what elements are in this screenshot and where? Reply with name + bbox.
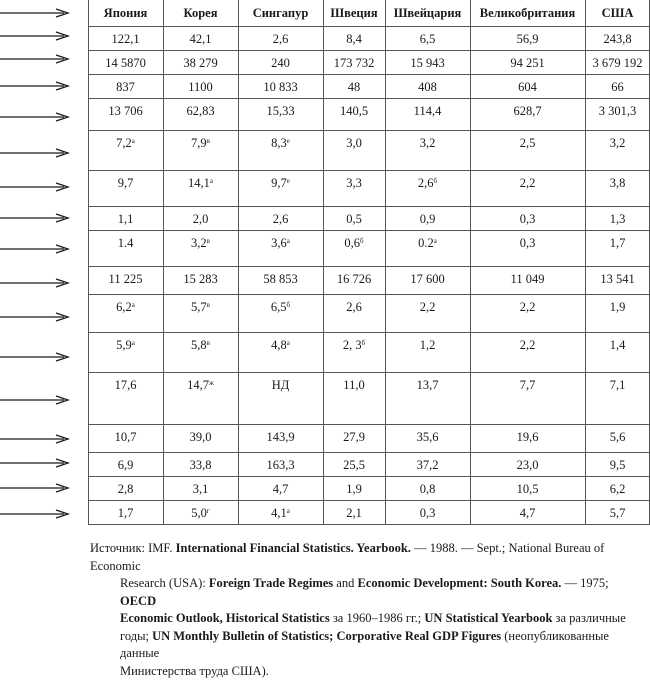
table-row — [88, 452, 650, 476]
table-cell: 2, $3^б$ — [323, 332, 385, 352]
table-cell: 240 — [238, 50, 323, 70]
table-cell: $8,3^е$ — [238, 130, 323, 150]
source-line-5 — [90, 663, 645, 680]
table-row — [88, 266, 650, 294]
table-header-row — [88, 0, 650, 26]
arrow-right-icon — [0, 279, 68, 287]
row-divider — [88, 476, 650, 477]
table-cell: $0,6^б$ — [323, 230, 385, 250]
table-cell: 122,1 — [88, 26, 163, 46]
footnote-marker: б — [434, 177, 438, 185]
table-cell: 1,2 — [385, 332, 470, 352]
table-cell: 0,5 — [323, 206, 385, 226]
row-divider — [88, 372, 650, 373]
table-cell: НД — [238, 372, 323, 392]
table-cell: 58 853 — [238, 266, 323, 286]
table-cell: 1.4 — [88, 230, 163, 250]
table-cell: 3,2 — [585, 130, 650, 150]
table-cell: $5,9^а$ — [88, 332, 163, 352]
footnote-marker: а — [287, 507, 290, 515]
column-divider — [585, 0, 586, 524]
row-divider — [88, 170, 650, 171]
table-cell: 7,7 — [470, 372, 585, 392]
footnote-marker: а — [434, 237, 437, 245]
table-cell: 5,6 — [585, 424, 650, 444]
table-cell: 15 283 — [163, 266, 238, 286]
table-cell: 8,4 — [323, 26, 385, 46]
table-cell: 6,9 — [88, 452, 163, 472]
table-cell: 66 — [585, 74, 650, 94]
table-cell: 4,7 — [470, 500, 585, 520]
table-cell: 94 251 — [470, 50, 585, 70]
arrow-right-icon — [0, 113, 68, 121]
footnote-marker: а — [132, 339, 135, 347]
row-divider — [88, 130, 650, 131]
table-cell: 1,4 — [585, 332, 650, 352]
table-cell: 11,0 — [323, 372, 385, 392]
table-row — [88, 50, 650, 74]
arrow-right-icon — [0, 183, 68, 191]
table-cell: 35,6 — [385, 424, 470, 444]
row-divider — [88, 332, 650, 333]
table-cell: 0,3 — [470, 206, 585, 226]
arrow-right-icon — [0, 82, 68, 90]
footnote-marker: а — [287, 237, 290, 245]
table-cell: 1,7 — [88, 500, 163, 520]
column-divider — [385, 0, 386, 524]
source-ref-ftr: Foreign Trade Regimes — [209, 576, 333, 590]
table-cell: 17,6 — [88, 372, 163, 392]
footnote-marker: в — [207, 137, 210, 145]
source-ref-oecd: OECD — [120, 594, 156, 608]
table-cell: 2,5 — [470, 130, 585, 150]
table-cell: 37,2 — [385, 452, 470, 472]
table-cell: $9,7^е$ — [238, 170, 323, 190]
table-row — [88, 26, 650, 50]
source-ref-eo: Economic Outlook, Historical Statistics — [120, 611, 330, 625]
table-cell: 10,5 — [470, 476, 585, 496]
column-header: Швейцария — [385, 6, 470, 20]
table-cell: 2,2 — [470, 294, 585, 314]
row-divider — [88, 424, 650, 425]
footnote-marker: б — [360, 237, 364, 245]
arrow-right-icon — [0, 459, 68, 467]
table-cell: 56,9 — [470, 26, 585, 46]
footnote-marker: в — [207, 301, 210, 309]
table-cell: 9,5 — [585, 452, 650, 472]
table-cell: 140,5 — [323, 98, 385, 118]
table-cell: 143,9 — [238, 424, 323, 444]
row-divider — [88, 230, 650, 231]
column-divider — [470, 0, 471, 524]
footnote-marker: в — [207, 237, 210, 245]
table-row — [88, 74, 650, 98]
table-cell: 10 833 — [238, 74, 323, 94]
column-header: Сингапур — [238, 6, 323, 20]
table-cell: $6,2^а$ — [88, 294, 163, 314]
table-cell: 0,3 — [385, 500, 470, 520]
table-cell: 628,7 — [470, 98, 585, 118]
table-cell: 25,5 — [323, 452, 385, 472]
table-cell: 15,33 — [238, 98, 323, 118]
arrow-right-icon — [0, 396, 68, 404]
table-cell: 2,8 — [88, 476, 163, 496]
table-cell: $5,8^в$ — [163, 332, 238, 352]
table-cell: 62,83 — [163, 98, 238, 118]
row-divider — [88, 74, 650, 75]
footnote-marker: г — [207, 507, 210, 515]
table-cell: 39,0 — [163, 424, 238, 444]
row-divider — [88, 206, 650, 207]
table-cell: 27,9 — [323, 424, 385, 444]
table-cell: 2,1 — [323, 500, 385, 520]
table-cell: $7,2^а$ — [88, 130, 163, 150]
table-cell: 9,7 — [88, 170, 163, 190]
column-divider — [163, 0, 164, 524]
arrow-right-icon — [0, 55, 68, 63]
arrow-right-icon — [0, 9, 68, 17]
arrow-right-icon — [0, 32, 68, 40]
table-row — [88, 500, 650, 524]
source-text: за различные — [552, 611, 625, 625]
table-cell: $5,0^г$ — [163, 500, 238, 520]
table-row — [88, 372, 650, 424]
column-header: Корея — [163, 6, 238, 20]
row-divider — [88, 50, 650, 51]
table-cell: $6,5^б$ — [238, 294, 323, 314]
table-cell: 837 — [88, 74, 163, 94]
table-cell: 3,2 — [385, 130, 470, 150]
column-header: Япония — [88, 6, 163, 20]
row-divider — [88, 266, 650, 267]
table-cell: 3 301,3 — [585, 98, 650, 118]
table-cell: 15 943 — [385, 50, 470, 70]
table-row — [88, 294, 650, 332]
arrow-right-icon — [0, 149, 68, 157]
table-cell: 2,2 — [470, 332, 585, 352]
table-row — [88, 130, 650, 170]
table-cell: 3,1 — [163, 476, 238, 496]
table-cell: 1100 — [163, 74, 238, 94]
row-divider — [88, 524, 650, 525]
source-text: Министерства труда США). — [120, 664, 269, 678]
table-cell: $3,2^в$ — [163, 230, 238, 250]
table-cell: 114,4 — [385, 98, 470, 118]
footnote-marker: а — [287, 339, 290, 347]
table-cell: $3,6^а$ — [238, 230, 323, 250]
table-cell: 3 679 192 — [585, 50, 650, 70]
row-divider — [88, 26, 650, 27]
source-line-2 — [90, 575, 645, 610]
row-arrows — [0, 0, 88, 530]
table-row — [88, 476, 650, 500]
footnote-marker: в — [207, 339, 210, 347]
column-header: Швеция — [323, 6, 385, 20]
table-cell: 13 541 — [585, 266, 650, 286]
table-cell: 3,0 — [323, 130, 385, 150]
column-divider — [238, 0, 239, 524]
footnote-marker: е — [287, 177, 290, 185]
source-text: — 1988. — Sept.; National Bureau of Economic — [90, 541, 604, 573]
source-ref-unsy: UN Statistical Yearbook — [424, 611, 552, 625]
table-cell: 11 049 — [470, 266, 585, 286]
table-cell: 0,3 — [470, 230, 585, 250]
column-header: Великобритания — [470, 6, 585, 20]
footnote-marker: а — [132, 301, 135, 309]
table-cell: 173 732 — [323, 50, 385, 70]
table-cell: 604 — [470, 74, 585, 94]
source-ref-ifs: International Financial Statistics. Yearbook. — [176, 541, 411, 555]
source-line-4 — [90, 628, 645, 663]
source-text: and — [333, 576, 357, 590]
table-cell: $14,1^а$ — [163, 170, 238, 190]
source-text: (неопубликованные данные — [120, 629, 609, 661]
table-cell: 14 5870 — [88, 50, 163, 70]
source-line-3 — [90, 610, 645, 628]
table-cell: $0.2^а$ — [385, 230, 470, 250]
table-cell: 7,1 — [585, 372, 650, 392]
table-row — [88, 230, 650, 266]
table-cell: $2,6^б$ — [385, 170, 470, 190]
source-text: годы; — [120, 629, 152, 643]
table-cell: 48 — [323, 74, 385, 94]
table-cell: 408 — [385, 74, 470, 94]
footnote-marker: е — [287, 137, 290, 145]
arrow-right-icon — [0, 510, 68, 518]
table-cell: 3,3 — [323, 170, 385, 190]
table-cell: $5,7^в$ — [163, 294, 238, 314]
arrow-right-icon — [0, 435, 68, 443]
column-divider — [88, 0, 89, 524]
arrow-right-icon — [0, 313, 68, 321]
table-cell: 0,8 — [385, 476, 470, 496]
table-row — [88, 206, 650, 230]
table-row — [88, 332, 650, 372]
row-divider — [88, 452, 650, 453]
table-cell: 1,7 — [585, 230, 650, 250]
arrow-right-icon — [0, 214, 68, 222]
column-divider — [323, 0, 324, 524]
row-divider — [88, 294, 650, 295]
table-cell: $7,9^в$ — [163, 130, 238, 150]
table-cell: 11 225 — [88, 266, 163, 286]
footnote-marker: а — [132, 137, 135, 145]
table-cell: 13,7 — [385, 372, 470, 392]
table-cell: 1,3 — [585, 206, 650, 226]
table-cell: 16 726 — [323, 266, 385, 286]
table-cell: 3,8 — [585, 170, 650, 190]
table-body — [88, 26, 650, 524]
arrow-right-icon — [0, 245, 68, 253]
table-cell: 2,6 — [323, 294, 385, 314]
table-cell: 6,5 — [385, 26, 470, 46]
table-cell: $4,1^а$ — [238, 500, 323, 520]
arrow-right-icon — [0, 353, 68, 361]
table-cell: 2,0 — [163, 206, 238, 226]
table-cell: 4,7 — [238, 476, 323, 496]
table-cell: 2,2 — [470, 170, 585, 190]
table-cell: $14,7^ж$ — [163, 372, 238, 392]
statistics-table — [88, 0, 650, 524]
table-cell: 6,2 — [585, 476, 650, 496]
table-cell: $4,8^а$ — [238, 332, 323, 352]
table-cell: 33,8 — [163, 452, 238, 472]
table-cell: 1,9 — [323, 476, 385, 496]
table-cell: 13 706 — [88, 98, 163, 118]
table-cell: 163,3 — [238, 452, 323, 472]
table-cell: 10,7 — [88, 424, 163, 444]
table-row — [88, 424, 650, 452]
table-cell: 17 600 — [385, 266, 470, 286]
table-cell: 42,1 — [163, 26, 238, 46]
table-cell: 23,0 — [470, 452, 585, 472]
table-cell: 2,2 — [385, 294, 470, 314]
source-text: Research (USA): — [120, 576, 209, 590]
column-header: США — [585, 6, 650, 20]
table-cell: 243,8 — [585, 26, 650, 46]
source-text: за 1960–1986 гг.; — [330, 611, 425, 625]
row-divider — [88, 500, 650, 501]
footnote-marker: а — [210, 177, 213, 185]
arrow-right-icon — [0, 484, 68, 492]
table-cell: 1,1 — [88, 206, 163, 226]
table-cell: 2,6 — [238, 206, 323, 226]
source-note — [90, 540, 645, 680]
table-cell: 2,6 — [238, 26, 323, 46]
table-cell: 38 279 — [163, 50, 238, 70]
table-row — [88, 98, 650, 130]
row-divider — [88, 98, 650, 99]
table-row — [88, 170, 650, 206]
source-ref-unmb: UN Monthly Bulletin of Statistics; Corporative Real GDP Figures — [152, 629, 501, 643]
table-cell: 1,9 — [585, 294, 650, 314]
table-cell: 5,7 — [585, 500, 650, 520]
footnote-marker: б — [362, 339, 366, 347]
table-cell: 0,9 — [385, 206, 470, 226]
source-ref-ed: Economic Development: South Korea. — [357, 576, 561, 590]
footnote-marker: ж — [209, 379, 214, 387]
table-cell: 19,6 — [470, 424, 585, 444]
footnote-marker: б — [287, 301, 291, 309]
source-label: Источник: IMF. — [90, 541, 173, 555]
source-text: — 1975; — [561, 576, 608, 590]
